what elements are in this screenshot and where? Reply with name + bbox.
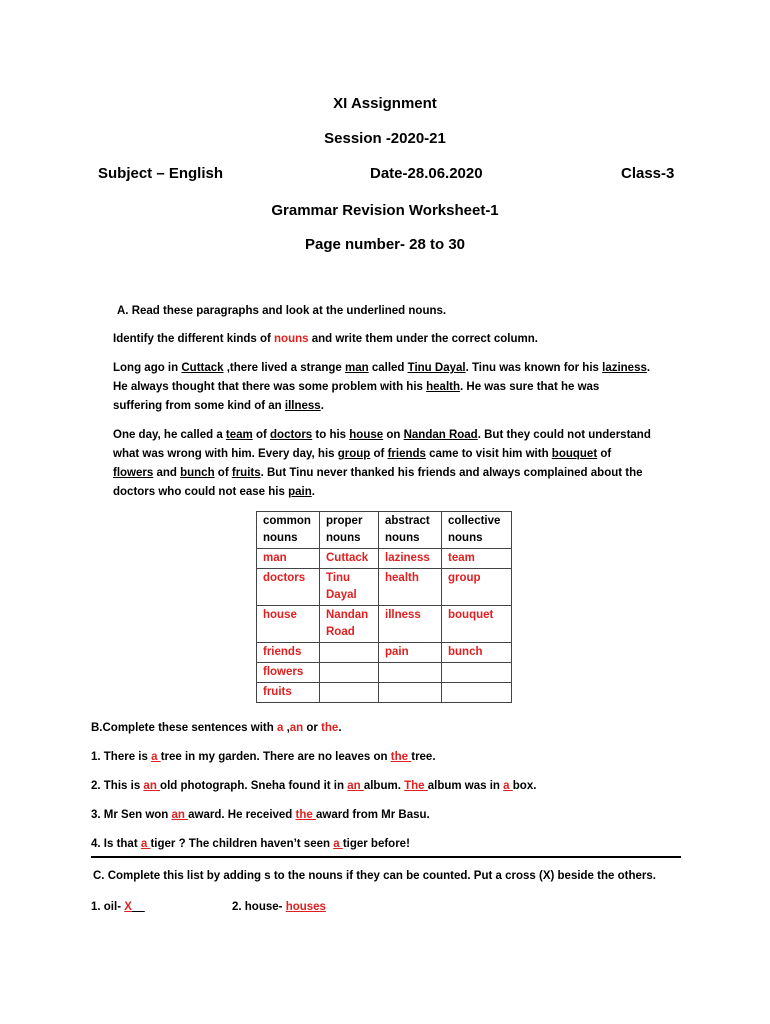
- paragraph-1-line-1: Long ago in Cuttack ,there lived a strange man called Tinu Dayal. Tinu was known for his laziness.: [113, 362, 651, 374]
- answer: the: [390, 751, 412, 763]
- header-common: common nouns: [257, 512, 320, 549]
- sentence-4: 4. Is that a tiger ? The children haven’t seen a tiger before!: [91, 838, 410, 850]
- paragraph-2-line-4: doctors who could not ease his pain.: [113, 486, 315, 498]
- identify-text: Identify the different kinds of: [113, 333, 275, 345]
- underlined-noun: bunch: [180, 467, 215, 479]
- paragraph-1-line-3: suffering from some kind of an illness.: [113, 400, 324, 412]
- paragraph-2-line-1: One day, he called a team of doctors to his house on Nandan Road. But they could not understand: [113, 429, 651, 441]
- table-row: [257, 683, 512, 703]
- subject-label: Subject – English: [98, 165, 224, 182]
- underlined-noun: pain: [288, 486, 312, 498]
- underlined-noun: Tinu Dayal: [407, 362, 466, 374]
- session-label: Session -2020-21: [324, 130, 446, 147]
- table-cell: Nandan Road: [320, 606, 379, 643]
- table-cell: team: [442, 549, 512, 569]
- table-row: [257, 606, 512, 643]
- answer: X: [124, 901, 132, 913]
- table-cell: [320, 663, 379, 683]
- answer: an: [171, 809, 189, 821]
- answer: an: [347, 780, 364, 792]
- underlined-noun: Cuttack: [181, 362, 224, 374]
- answer: a: [151, 751, 161, 763]
- paragraph-1: [113, 359, 683, 416]
- sentence-3: 3. Mr Sen won an award. He received the award from Mr Basu.: [91, 809, 430, 821]
- section-a-identify: [113, 330, 538, 349]
- class-label: Class-3: [621, 165, 675, 182]
- header-abstract: abstract nouns: [379, 512, 442, 549]
- sentence-2: 2. This is an old photograph. Sneha found it in an album. The album was in a box.: [91, 780, 537, 792]
- header-collective: collective nouns: [442, 512, 512, 549]
- answer: a: [333, 838, 343, 850]
- table-cell: group: [442, 569, 512, 606]
- table-row: [257, 549, 512, 569]
- table-cell: doctors: [257, 569, 320, 606]
- table-header-row: [257, 512, 512, 549]
- answer: the: [295, 809, 316, 821]
- underlined-noun: doctors: [270, 429, 313, 441]
- underlined-noun: laziness: [602, 362, 647, 374]
- table-cell: Cuttack: [320, 549, 379, 569]
- table-cell: fruits: [257, 683, 320, 703]
- answer: an: [143, 780, 161, 792]
- table-row: [257, 569, 512, 606]
- list-item-oil: 1. oil- X__: [91, 901, 145, 913]
- section-c-instruction: C. Complete this list by adding s to the nouns if they can be counted. Put a cross (X) beside the others.: [93, 870, 656, 882]
- underlined-noun: fruits: [231, 467, 261, 479]
- answer: a: [140, 838, 151, 850]
- table-row: [257, 643, 512, 663]
- table-cell: [379, 683, 442, 703]
- paragraph-2-line-3: flowers and bunch of fruits. But Tinu never thanked his friends and always complained about the: [113, 467, 643, 479]
- underlined-noun: Nandan Road: [403, 429, 478, 441]
- assignment-title: XI Assignment: [333, 95, 437, 112]
- table-cell: bunch: [442, 643, 512, 663]
- table-cell: laziness: [379, 549, 442, 569]
- section-divider: [91, 856, 681, 858]
- table-cell: man: [257, 549, 320, 569]
- date-label: Date-28.06.2020: [370, 165, 483, 182]
- answer: houses: [285, 901, 326, 913]
- underlined-noun: bouquet: [551, 448, 598, 460]
- table-cell: [320, 683, 379, 703]
- table-cell: [320, 643, 379, 663]
- table-cell: flowers: [257, 663, 320, 683]
- section-b-intro: B.Complete these sentences with a ,an or the.: [91, 722, 342, 734]
- nouns-table: [256, 511, 512, 703]
- table-row: [257, 663, 512, 683]
- underlined-noun: team: [225, 429, 253, 441]
- header-proper: proper nouns: [320, 512, 379, 549]
- answer: a: [503, 780, 513, 792]
- table-cell: health: [379, 569, 442, 606]
- underlined-noun: flowers: [113, 467, 154, 479]
- table-cell: pain: [379, 643, 442, 663]
- answer: The: [404, 780, 428, 792]
- sentence-1: 1. There is a tree in my garden. There are no leaves on the tree.: [91, 751, 436, 763]
- list-item-house: 2. house- houses: [232, 901, 326, 913]
- table-cell: [379, 663, 442, 683]
- page-number-label: Page number- 28 to 30: [304, 236, 466, 253]
- section-a-instruction: A. Read these paragraphs and look at the underlined nouns.: [117, 305, 447, 317]
- underlined-noun: friends: [387, 448, 426, 460]
- table-cell: [442, 663, 512, 683]
- paragraph-1-line-2: He always thought that there was some problem with his health. He was sure that he was: [113, 381, 600, 393]
- underlined-noun: health: [426, 381, 460, 393]
- table-cell: illness: [379, 606, 442, 643]
- paragraph-2: [113, 426, 703, 502]
- underlined-noun: illness: [284, 400, 321, 412]
- paragraph-2-line-2: what was wrong with him. Every day, his group of friends came to visit him with bouquet of: [113, 448, 612, 460]
- table-cell: friends: [257, 643, 320, 663]
- identify-nouns: nouns: [274, 333, 309, 345]
- table-cell: Tinu Dayal: [320, 569, 379, 606]
- underlined-noun: group: [337, 448, 371, 460]
- identify-text-end: and write them under the correct column.: [308, 333, 538, 345]
- table-cell: bouquet: [442, 606, 512, 643]
- underlined-noun: house: [349, 429, 384, 441]
- table-cell: [442, 683, 512, 703]
- table-cell: house: [257, 606, 320, 643]
- worksheet-title: Grammar Revision Worksheet-1: [271, 202, 499, 219]
- underlined-noun: man: [344, 362, 369, 374]
